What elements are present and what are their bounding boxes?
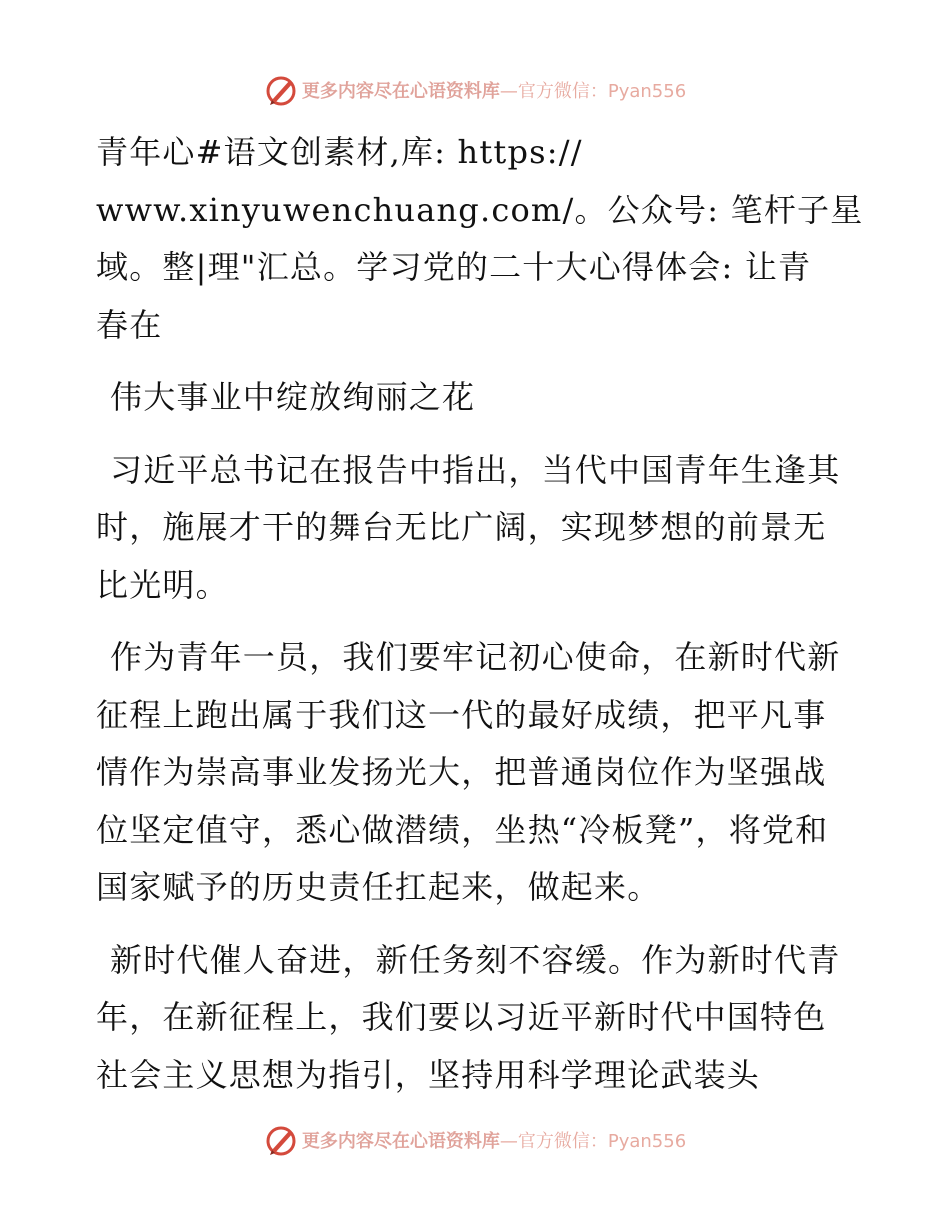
intro-line-4: 春在 — [96, 305, 163, 344]
intro-line-2: www.xinyuwenchuang.com/。公众号: 笔杆子星 — [96, 190, 864, 229]
paragraph: 作为青年一员，我们要牢记初心使命，在新时代新征程上跑出属于我们这一代的最好成绩，把平凡事情作为崇高事业发扬光大，把普通岗位作为坚强战位坚定值守，悉心做潜绩，坐热“冷板凳”，将党和国家赋予的历史责任扛起来，做起来。 — [96, 638, 841, 906]
paragraph: 习近平总书记在报告中指出，当代中国青年生逢其时，施展才干的舞台无比广阔，实现梦想的前景无比光明。 — [96, 450, 841, 604]
pen-logo-icon — [264, 73, 298, 107]
header-official-text: —官方微信：Pyan556 — [499, 81, 687, 102]
pen-logo-icon — [264, 1123, 298, 1157]
intro-line-1: 青年心#语文创素材,库: https:// — [96, 133, 583, 171]
footer-brand-text: 更多内容尽在心语资料库 — [301, 1131, 500, 1152]
header-banner — [0, 70, 950, 110]
document-body — [96, 124, 864, 1104]
footer-official-text: —官方微信：Pyan556 — [499, 1131, 687, 1152]
intro-block — [96, 124, 864, 354]
footer-banner — [0, 1120, 950, 1160]
header-brand-text: 更多内容尽在心语资料库 — [301, 81, 500, 102]
document-subtitle: 伟大事业中绽放绚丽之花 — [110, 378, 476, 416]
intro-line-3: 域。整|理"汇总。学习党的二十大心得体会: 让青 — [96, 248, 812, 286]
paragraph: 新时代催人奋进，新任务刻不容缓。作为新时代青年，在新征程上，我们要以习近平新时代中国特色社会主义思想为指引，坚持用科学理论武装头 — [96, 940, 841, 1094]
